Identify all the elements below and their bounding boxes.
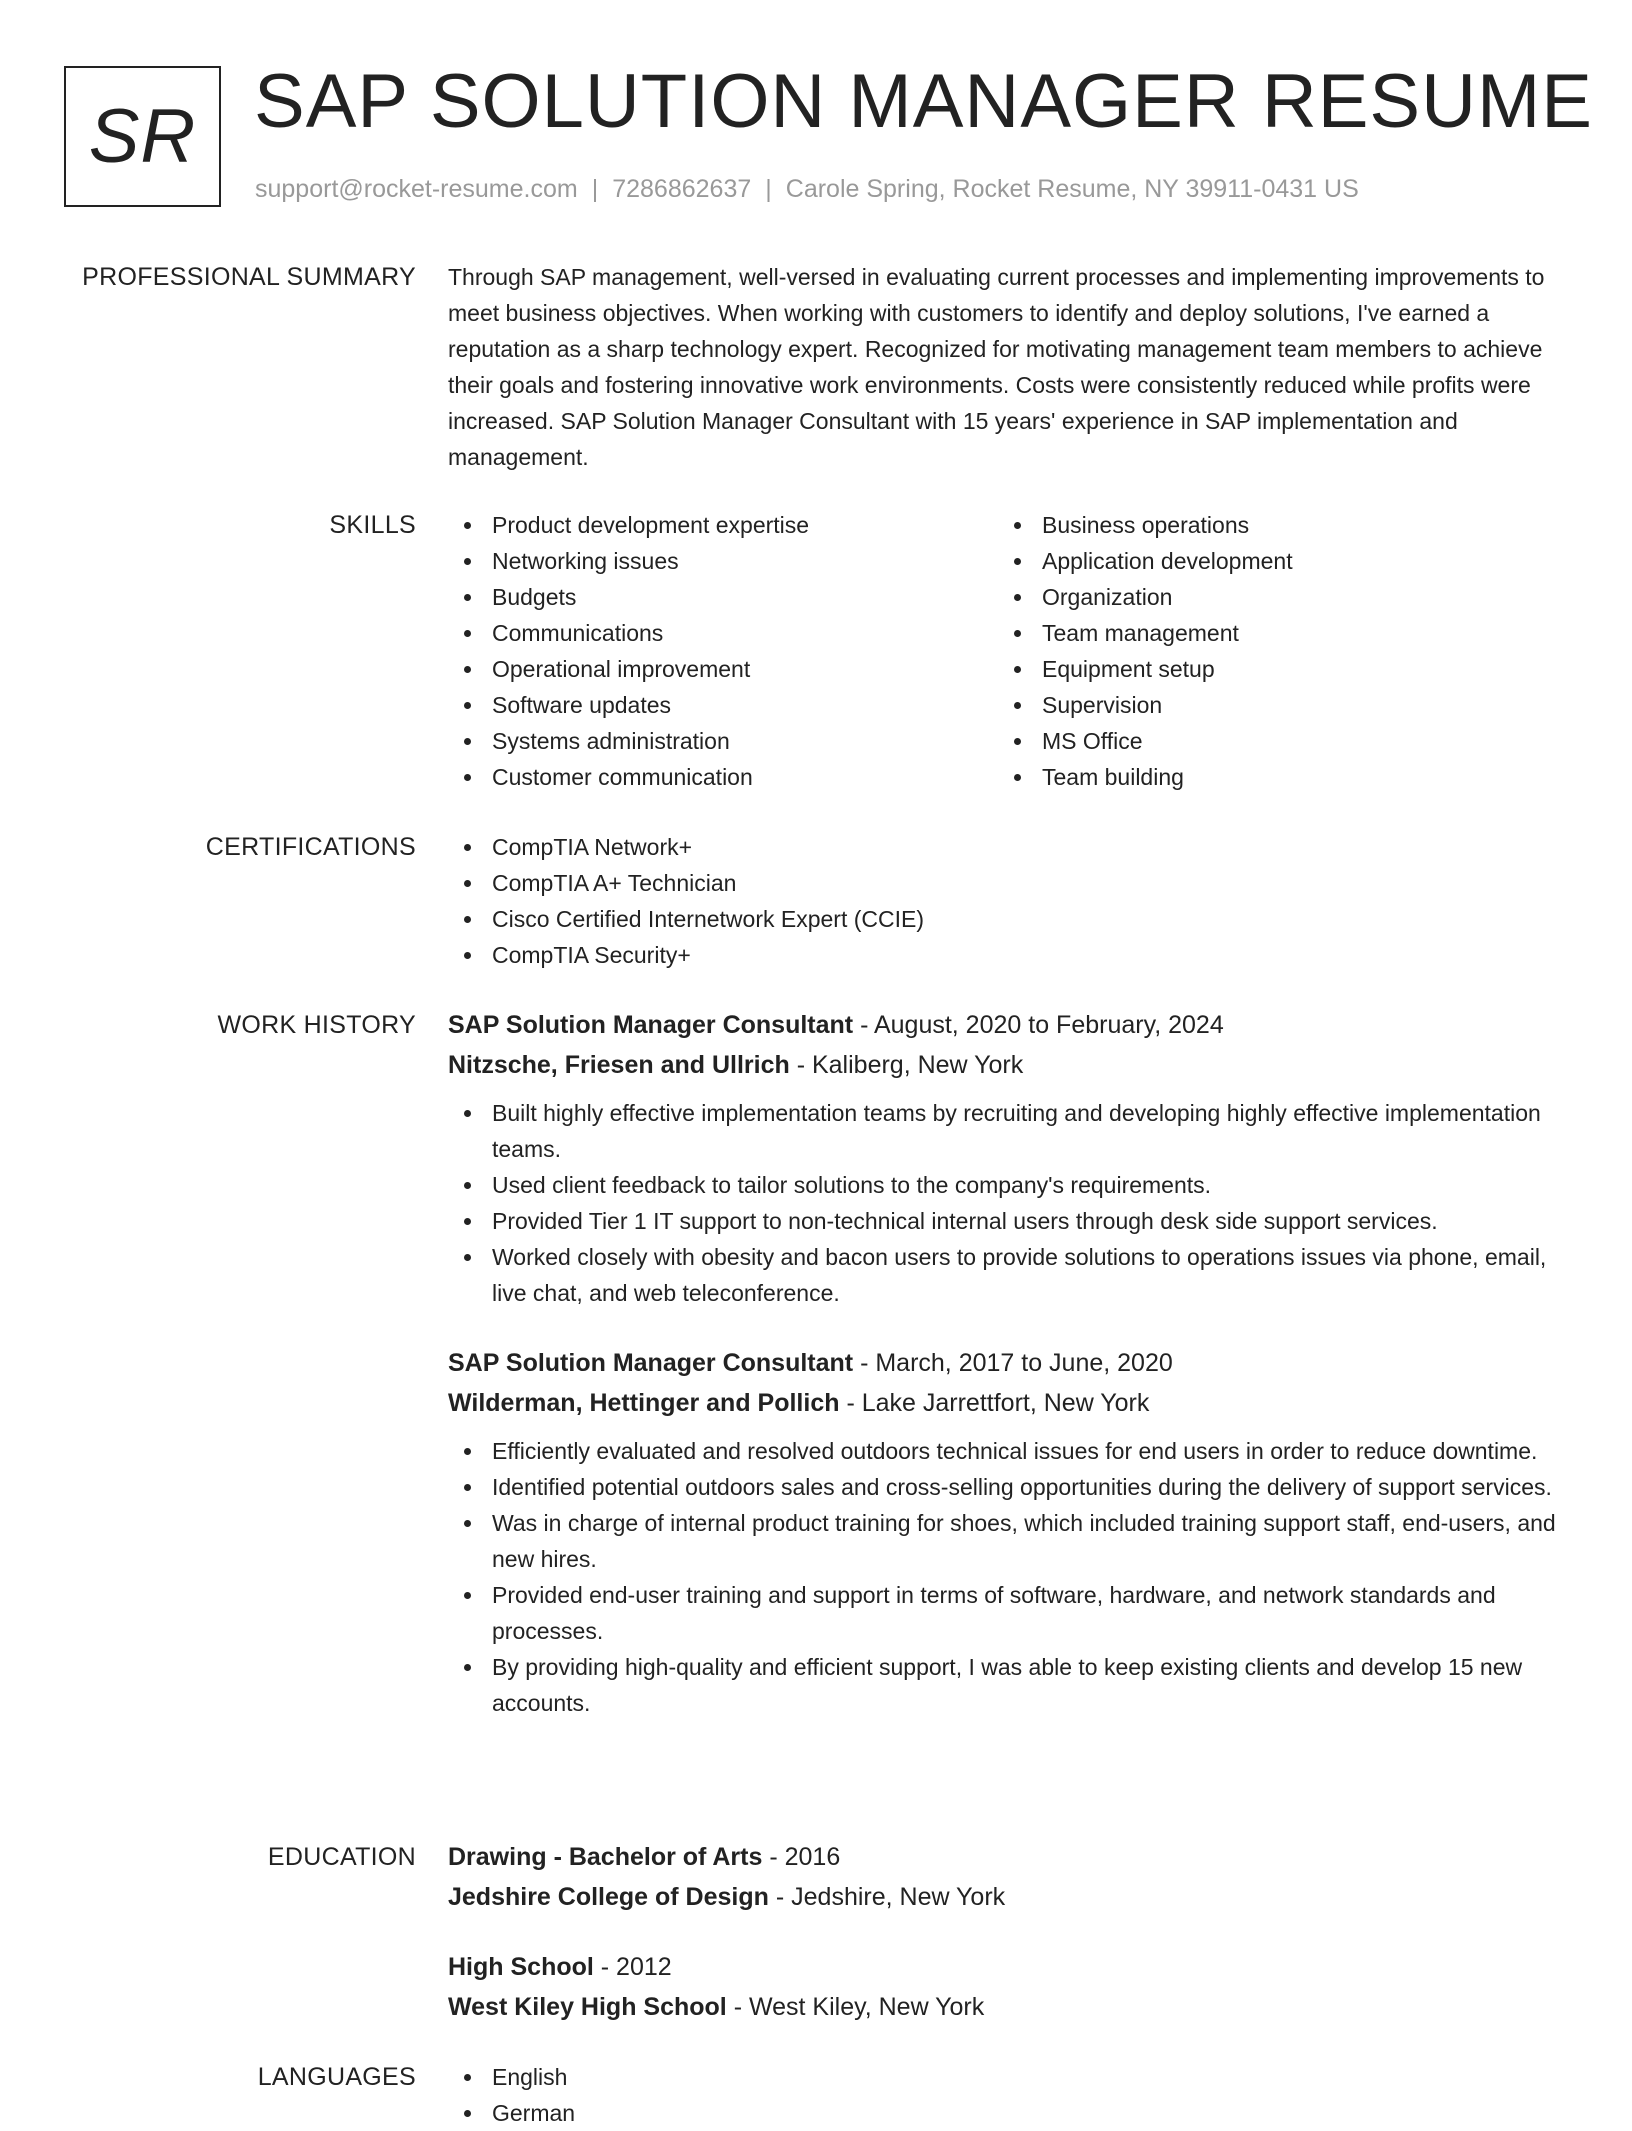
summary-body <box>448 259 1568 475</box>
job-bullet: Identified potential outdoors sales and cross-selling opportunities during the delivery of support services. <box>448 1469 1568 1505</box>
skill-item: Systems administration <box>448 723 998 759</box>
skill-item: Product development expertise <box>448 507 998 543</box>
summary-text: Through SAP management, well-versed in evaluating current processes and implementing improvements to meet business objectives. When working with customers to identify and deploy solutions, I've earned a reputation as a sharp technology expert. Recognized for motivating management team members to achieve their goals and fostering innovative work environments. Costs were consistently reduced while profits were increased. SAP Solution Manager Consultant with 15 years' experience in SAP implementation and management. <box>448 264 1545 470</box>
contact-separator: | <box>765 175 772 203</box>
job-role: SAP Solution Manager Consultant <box>448 1011 854 1039</box>
education-entry <box>448 1947 1568 2027</box>
skill-item: Equipment setup <box>998 651 1548 687</box>
job-bullet: Used client feedback to tailor solutions to the company's requirements. <box>448 1167 1568 1203</box>
job-dates: - March, 2017 to June, 2020 <box>853 1349 1173 1377</box>
education-location: - Jedshire, New York <box>768 1883 1006 1911</box>
certifications-list <box>448 829 1568 973</box>
work-history-heading: WORK HISTORY <box>217 1011 416 1039</box>
skill-item: Customer communication <box>448 759 998 795</box>
resume-title: SAP SOLUTION MANAGER RESUME <box>254 59 1593 144</box>
skill-item: Budgets <box>448 579 998 615</box>
job-bullet: Efficiently evaluated and resolved outdoors technical issues for end users in order to reduce downtime. <box>448 1433 1568 1469</box>
contact-email: support@rocket-resume.com <box>255 175 578 203</box>
skill-item: Business operations <box>998 507 1548 543</box>
contact-address: Carole Spring, Rocket Resume, NY 39911-0431 US <box>785 175 1359 203</box>
skill-item: Team building <box>998 759 1548 795</box>
education-year: - 2012 <box>593 1953 672 1981</box>
job-title-line <box>448 1005 1568 1045</box>
skill-item: Organization <box>998 579 1548 615</box>
education-degree-line <box>448 1837 1568 1877</box>
job-bullet: By providing high-quality and efficient support, I was able to keep existing clients and develop 15 new accounts. <box>448 1649 1568 1721</box>
skills-heading: SKILLS <box>329 511 416 539</box>
job-bullet: Provided Tier 1 IT support to non-technical internal users through desk side support services. <box>448 1203 1568 1239</box>
languages-heading: LANGUAGES <box>257 2063 416 2091</box>
job-bullet: Provided end-user training and support in terms of software, hardware, and network standards and processes. <box>448 1577 1568 1649</box>
job-title-line <box>448 1343 1568 1383</box>
education-school: Jedshire College of Design <box>448 1883 769 1911</box>
education-school: West Kiley High School <box>448 1993 727 2021</box>
language-item: German <box>448 2095 1568 2131</box>
skill-item: MS Office <box>998 723 1548 759</box>
skill-item: Application development <box>998 543 1548 579</box>
skills-list-right <box>998 507 1548 795</box>
education-entry <box>448 1837 1568 1917</box>
education-degree: High School <box>448 1953 594 1981</box>
education-body <box>448 1837 1568 2027</box>
summary-heading: PROFESSIONAL SUMMARY <box>82 263 416 291</box>
certifications-body <box>448 829 1568 973</box>
contact-phone: 7286862637 <box>612 175 752 203</box>
job-bullet: Worked closely with obesity and bacon users to provide solutions to operations issues via phone, email, live chat, and web teleconference. <box>448 1239 1568 1311</box>
language-item: English <box>448 2059 1568 2095</box>
job-bullet: Was in charge of internal product training for shoes, which included training support staff, end-users, and new hires. <box>448 1505 1568 1577</box>
education-degree-line <box>448 1947 1568 1987</box>
skills-list-left <box>448 507 998 795</box>
certification-item: CompTIA Network+ <box>448 829 1568 865</box>
job-dates: - August, 2020 to February, 2024 <box>853 1011 1224 1039</box>
education-school-line <box>448 1987 1568 2027</box>
job-company-line <box>448 1045 1568 1085</box>
work-history-body <box>448 1005 1568 1721</box>
skill-item: Supervision <box>998 687 1548 723</box>
job-company: Nitzsche, Friesen and Ullrich <box>448 1051 790 1079</box>
contact-separator: | <box>591 175 599 203</box>
certification-item: Cisco Certified Internetwork Expert (CCIE) <box>448 901 1568 937</box>
job-company: Wilderman, Hettinger and Pollich <box>448 1389 840 1417</box>
job-location: - Kaliberg, New York <box>789 1051 1024 1079</box>
certification-item: CompTIA Security+ <box>448 937 1568 973</box>
languages-body <box>448 2059 1568 2131</box>
skill-item: Communications <box>448 615 998 651</box>
job-bullets <box>448 1095 1568 1311</box>
skill-item: Team management <box>998 615 1548 651</box>
job-bullets <box>448 1433 1568 1721</box>
job-entry <box>448 1005 1568 1311</box>
contact-line <box>255 172 1359 206</box>
job-bullet: Built highly effective implementation teams by recruiting and developing highly effective implementation teams. <box>448 1095 1568 1167</box>
job-company-line <box>448 1383 1568 1423</box>
education-degree: Drawing - Bachelor of Arts <box>448 1843 763 1871</box>
education-location: - West Kiley, New York <box>726 1993 985 2021</box>
job-role: SAP Solution Manager Consultant <box>448 1349 854 1377</box>
certifications-heading: CERTIFICATIONS <box>205 833 416 861</box>
education-school-line <box>448 1877 1568 1917</box>
skill-item: Operational improvement <box>448 651 998 687</box>
skills-body <box>448 507 1568 795</box>
monogram-logo: SR <box>64 66 221 207</box>
skill-item: Networking issues <box>448 543 998 579</box>
certification-item: CompTIA A+ Technician <box>448 865 1568 901</box>
education-heading: EDUCATION <box>267 1843 416 1871</box>
job-entry <box>448 1343 1568 1721</box>
education-year: - 2016 <box>762 1843 841 1871</box>
languages-list <box>448 2059 1568 2131</box>
job-location: - Lake Jarrettfort, New York <box>839 1389 1150 1417</box>
skill-item: Software updates <box>448 687 998 723</box>
